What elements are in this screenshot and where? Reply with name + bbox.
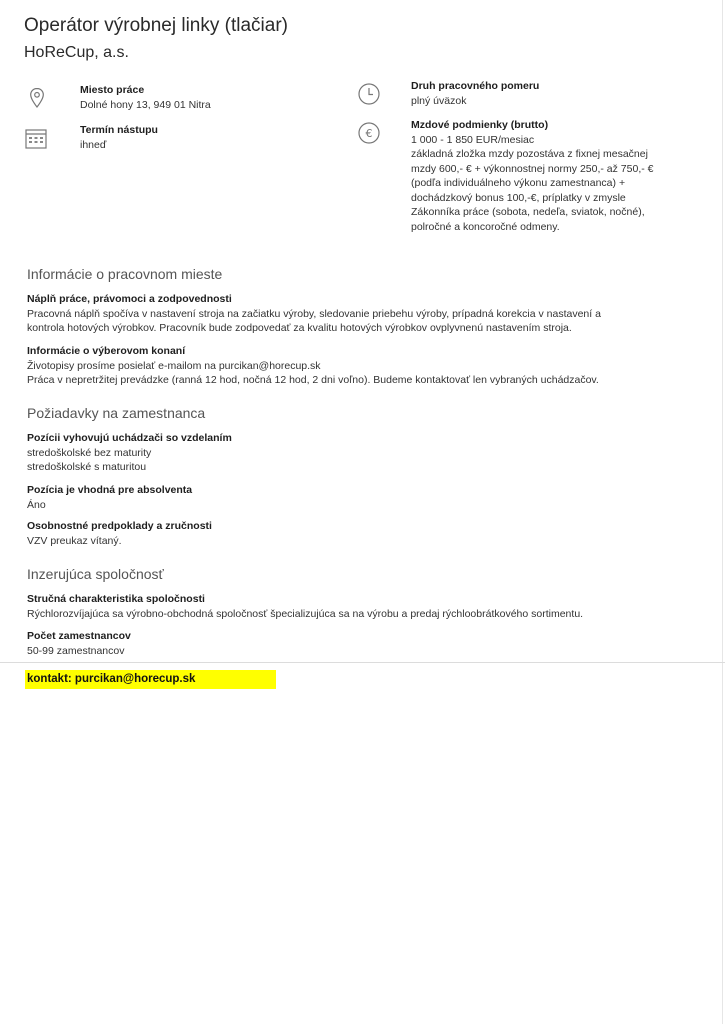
skills-value: VZV preukaz vítaný.	[27, 534, 122, 547]
location-label: Miesto práce	[80, 84, 145, 96]
company-description-value: Rýchlorozvíjajúca sa výrobno-obchodná spoločnosť špecializujúca sa na výrobu a predaj rýchloobrátkového sortimentu.	[27, 607, 584, 620]
info-employment	[411, 79, 539, 108]
employees-value: 50-99 zamestnancov	[27, 644, 125, 657]
salary-label: Mzdové podmienky (brutto)	[411, 119, 549, 131]
graduate-value: Áno	[27, 498, 46, 511]
duties-line: kontrola hotových výrobkov. Pracovník bude zodpovedať za kvalitu hotových výrobkov ovplyvnenú nastavením stroja.	[27, 322, 572, 334]
info-location	[80, 83, 211, 112]
employment-label: Druh pracovného pomeru	[411, 80, 540, 92]
euro-icon	[357, 121, 381, 145]
selection-line: Životopisy prosíme posielať e-mailom na purcikan@horecup.sk	[27, 359, 321, 372]
education-label: Pozícii vyhovujú uchádzači so vzdelaním	[27, 432, 232, 444]
company-description-block	[27, 592, 715, 621]
skills-label: Osobnostné predpoklady a zručnosti	[27, 520, 212, 532]
salary-line: základná zložka mzdy pozostáva z fixnej mesačnej	[411, 148, 648, 160]
divider	[0, 662, 725, 663]
salary-line: dochádzkový bonus 100,-€, príplatky v zmysle	[411, 191, 626, 204]
company-name: HoReCup, a.s.	[24, 44, 129, 61]
duties-line: Pracovná náplň spočíva v nastavení stroja na začiatku výroby, sledovanie priebehu výroby, prípadná korekcia v nastavení a	[27, 307, 601, 320]
graduate-block	[27, 483, 715, 512]
education-line: stredoškolské s maturitou	[27, 461, 147, 473]
employees-block	[27, 629, 715, 658]
svg-text:€: €	[365, 127, 373, 140]
salary-line: Zákonníka práce (sobota, nedeľa, sviatok, nočné),	[411, 206, 645, 218]
selection-block	[27, 344, 715, 388]
page-edge	[722, 0, 723, 1024]
salary-line: (podľa individuálneho výkonu zamestnanca) +	[411, 177, 626, 189]
section-title-company: Inzerujúca spoločnosť	[27, 566, 164, 582]
selection-line: Práca v nepretržitej prevádzke (ranná 12 hod, nočná 12 hod, 2 dni voľno). Budeme kontaktovať len vybraných uchádzačov.	[27, 374, 599, 386]
duties-block	[27, 292, 715, 336]
start-label: Termín nástupu	[80, 124, 158, 136]
info-start	[80, 123, 158, 152]
company-description-label: Stručná charakteristika spoločnosti	[27, 593, 205, 605]
employees-label: Počet zamestnancov	[27, 630, 131, 642]
section-title-job-info: Informácie o pracovnom mieste	[27, 266, 223, 282]
salary-line: polročné a koncoročné odmeny.	[411, 220, 560, 233]
salary-line: 1 000 - 1 850 EUR/mesiac	[411, 133, 535, 146]
education-line: stredoškolské bez maturity	[27, 446, 152, 459]
clock-icon	[357, 82, 381, 106]
info-salary	[411, 118, 654, 234]
location-pin-icon	[25, 86, 49, 110]
selection-label: Informácie o výberovom konaní	[27, 345, 186, 357]
job-title: Operátor výrobnej linky (tlačiar)	[24, 15, 288, 36]
employment-value: plný úväzok	[411, 94, 467, 107]
salary-line: mzdy 600,- € + výkonnostnej normy 250,- až 750,- €	[411, 162, 654, 175]
calendar-icon	[24, 127, 48, 151]
duties-label: Náplň práce, právomoci a zodpovednosti	[27, 293, 232, 305]
contact-highlight: kontakt: purcikan@horecup.sk	[25, 670, 276, 689]
education-block	[27, 431, 715, 475]
skills-block	[27, 519, 715, 548]
start-value: ihneď	[80, 138, 107, 151]
location-value: Dolné hony 13, 949 01 Nitra	[80, 98, 211, 111]
section-title-requirements: Požiadavky na zamestnanca	[27, 405, 206, 421]
graduate-label: Pozícia je vhodná pre absolventa	[27, 484, 193, 496]
